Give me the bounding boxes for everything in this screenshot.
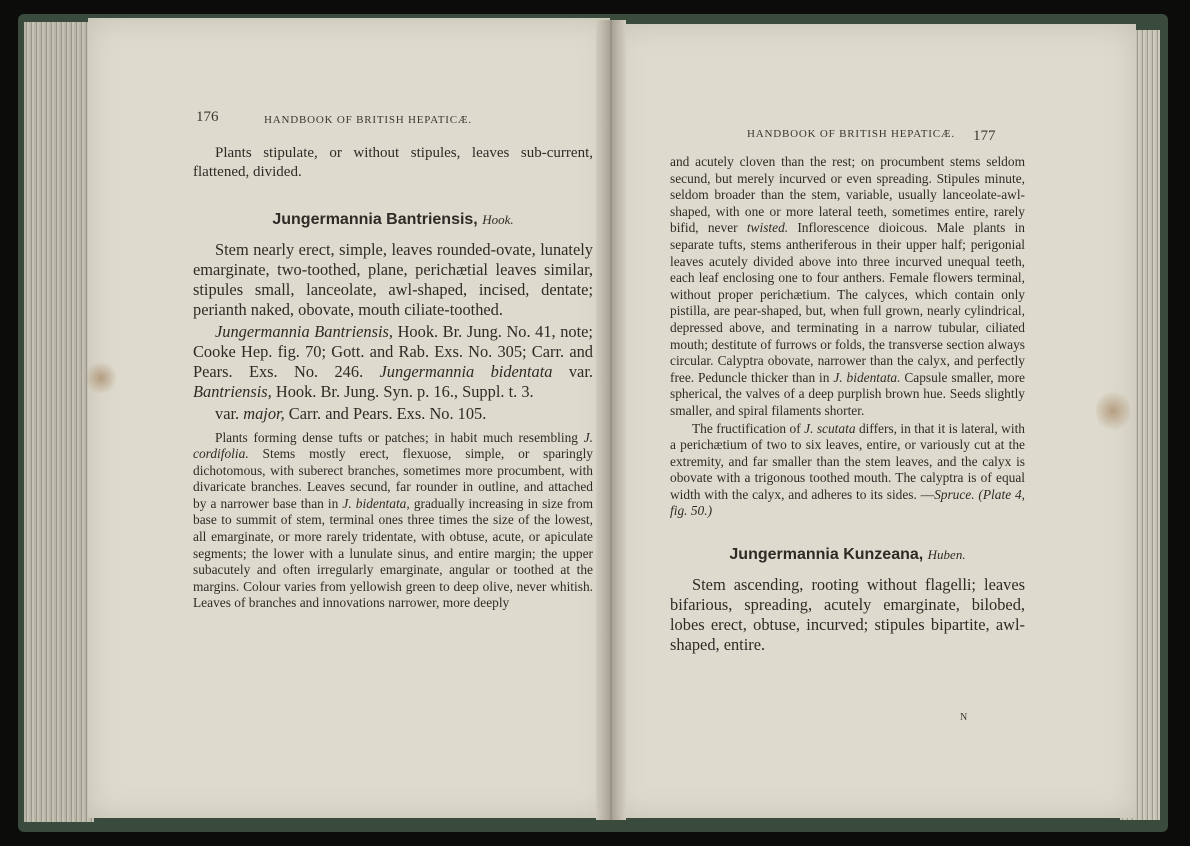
- para1-a: and acutely cloven than the rest; on procumbent stems seldom secund, but merely incurved or even spreading. Stipules minute, seldom broader than the stem, variable, usually lanceolate-awl-shaped, with one or more lateral teeth, sometimes entire, rarely bifid, never: [670, 154, 1025, 236]
- ref-text: Hook. Br. Jung. No. 41, note; Cooke Hep. fig. 70; Gott. and Rab. Exs. No. 305; Carr. and Pears. Exs. No. 246.: [193, 321, 593, 381]
- left-text-column: [193, 144, 593, 612]
- book-gutter: [596, 20, 626, 820]
- notes-c: gradually increasing in size from base to summit of stem, terminal ones three times the size of the lowest, all emarginate, or more rarely tridentate, with obtuse, acute, or apiculate segments; the lower with a lunulate sinus, and entire margin; the upper subacutely and often irregularly emarginate, angular or toothed at the margins. Colour varies from yellowish green to deep olive, never whitish. Leaves of branches and innovations narrower, more deeply: [193, 495, 593, 611]
- ref-name: Jungermannia Bantriensis,: [215, 321, 394, 341]
- page-number-right: 177: [973, 128, 996, 144]
- para2-plate: (Plate 4, fig. 50.): [670, 486, 1025, 519]
- species-name: Jungermannia Bantriensis,: [272, 211, 478, 228]
- ref-name-2: Jungermannia bidentata: [379, 361, 553, 381]
- species-description: Stem nearly erect, simple, leaves rounded-ovate, lunately emarginate, two-toothed, plane, perichætial leaves similar, stipules small, lanceolate, awl-shaped, incised, dentate; perianth naked, obovate, mouth ciliate-toothed.: [193, 239, 593, 319]
- para2-a: The fructification of: [692, 420, 805, 436]
- para2-spruce: Spruce.: [934, 486, 975, 502]
- variety-line: [193, 404, 593, 424]
- species-heading-kunzeana: [670, 546, 1025, 565]
- right-text-column: [670, 154, 1025, 655]
- para1-species: J. bidentata.: [833, 369, 901, 385]
- ref-text-2: Hook. Br. Jung. Syn. p. 16., Suppl. t. 3.: [271, 381, 534, 401]
- signature-mark: N: [960, 712, 968, 723]
- para1-twisted: twisted.: [746, 220, 789, 236]
- ref-var-name: Bantriensis,: [193, 381, 272, 401]
- species-name-right: Jungermannia Kunzeana,: [729, 546, 924, 564]
- notes-a: Plants forming dense tufts or patches; in habit much resembling: [215, 429, 584, 445]
- references-paragraph: [193, 322, 593, 402]
- species-author-right: Huben.: [927, 547, 966, 563]
- species-heading-bantriensis: [193, 211, 593, 230]
- species-description-right: Stem ascending, rooting without flagelli; leaves bifarious, spreading, acutely emarginate, bilobed, lobes erect, obtuse, incurved; stipules bipartite, awl-shaped, entire.: [670, 574, 1025, 654]
- notes-paragraph: [193, 430, 593, 613]
- ref-var: var.: [552, 361, 593, 381]
- var-label: var.: [215, 403, 240, 423]
- para1-c: Capsule smaller, more spherical, the valves of a deep purplish brown hue. Seeds slightly smaller, and spiral filaments shorter.: [670, 369, 1025, 418]
- continued-paragraph: [670, 154, 1025, 420]
- para2-species: J. scutata: [804, 420, 856, 436]
- fructification-paragraph: [670, 421, 1025, 521]
- paper-stain-right: [1096, 388, 1130, 434]
- notes-a-species: J. cordifolia.: [193, 429, 593, 462]
- paper-stain-left: [86, 360, 116, 396]
- left-page: [88, 18, 610, 818]
- var-text: Carr. and Pears. Exs. No. 105.: [284, 403, 487, 423]
- species-author: Hook.: [482, 212, 514, 227]
- right-page: [614, 24, 1136, 818]
- para1-b: Inflorescence dioicous. Male plants in separate tufts, stems antheriferous in their upper half; perigonial leaves acutely divided above into three incurved unequal teeth, each leaf enclosing one to four anthers. Female flowers terminal, without proper perichætium. The calyces, which contain only pistilla, are pear-shaped, but, when full grown, nearly cylindrical, depressed above, and terminating in a narrow tubular, ciliated mouth; destitute of furrows or folds, the transverse section always circular. Calyptra obovate, narrower than the calyx, and perfectly free. Peduncle thicker than in: [670, 220, 1025, 385]
- left-page-edges: [24, 22, 94, 822]
- notes-b: Stems mostly erect, flexuose, simple, or sparingly dichotomous, with suberect branches, sometimes more procumbent, with divaricate branches. Leaves secund, far rounder in outline, and attached by a narrower base than in: [193, 446, 593, 511]
- para2-b: differs, in that it is lateral, with a perichætium of two to six leaves, entire, or variously cut at the extremity, and far smaller than the stem leaves, and the calyx is obovate with a trigonous toothed mouth. The calyptra is of equal width with the calyx, and adheres to its sides. —: [670, 420, 1025, 502]
- running-head-left: HANDBOOK OF BRITISH HEPATICÆ.: [264, 114, 472, 126]
- notes-b-species: J. bidentata,: [342, 495, 410, 511]
- intro-paragraph: Plants stipulate, or without stipules, leaves sub-current, flattened, divided.: [193, 145, 593, 180]
- running-head-right: HANDBOOK OF BRITISH HEPATICÆ.: [747, 128, 955, 140]
- var-name: major,: [243, 403, 285, 423]
- page-number-left: 176: [196, 109, 219, 125]
